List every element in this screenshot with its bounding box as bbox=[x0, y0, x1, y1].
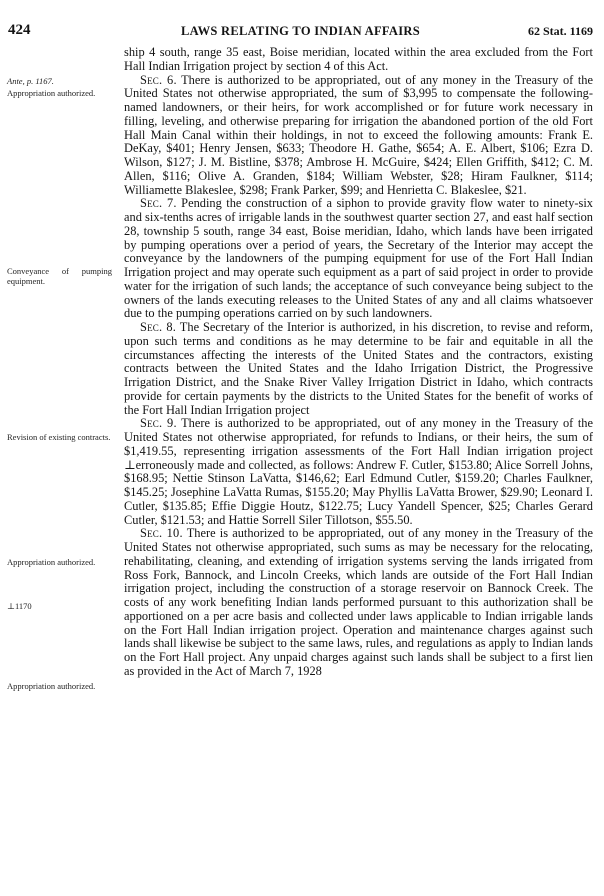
page-number: 424 bbox=[8, 22, 31, 38]
margin-note-appropriation-sec9: Appropriation authorized. bbox=[7, 557, 96, 567]
margin-note-appropriation-sec10: Appropriation authorized. bbox=[7, 681, 96, 691]
section-label: Sec. 8. bbox=[140, 320, 177, 334]
margin-note-revision: Revision of existing contracts. bbox=[7, 432, 111, 442]
section-label: Sec. 6. bbox=[140, 72, 177, 87]
section-text: There is authorized to be appropriated, out of any money in the Treasury of the United States not otherwise appropriated, for refunds to Indians, or their heirs, the sum of $1,419.55, representing irrigation assessments of the Fort Hall Indian irrigation project ⊥erroneously made and collected, as follows: Andrew F. Cutler, $153.80; Alice Sorrell Johns, $168.95; Nettie Stinson LaVatta, $146,62; Earl Edmund Cutler, $159.20; Charles Faulkner, $145.25; Josephine LaVatta Rumas, $155.20; May Phyllis LaVatta Brower, $29.90; Leonard I. Cutler, $135.85; Effie Diggie Houtz, $122.75; Lucy Yandell Spencer, $25; Charles Gerard Cutler, $121.53; and Hattie Sorrell Siler Tillotson, $55.50. bbox=[124, 416, 594, 527]
margin-note-appropriation-sec6: Appropriation authorized. bbox=[7, 88, 96, 98]
section-label: Sec. 9. bbox=[140, 416, 177, 431]
section-7 bbox=[124, 197, 593, 321]
section-label: Sec. 7. bbox=[140, 196, 177, 211]
section-10 bbox=[124, 527, 593, 678]
section-text: Pending the construction of a siphon to provide gravity flow water to ninety-six and six-tenths acres of irrigable lands in the southwest quarter section 27, and east half section 28, township 5 south, range 34 east, Boise meridian, Idaho, which lands have been irrigated by pumping operations over a period of years, the Secretary of the Interior may accept the conveyance by the landowners of the pumping equipment for use of the Fort Hall Indian Irrigation project and may operate such equipment as a part of said project in order to provide water for the irrigation of such lands; the acceptance of such conveyance being subject to the owners of the lands executing releases to the United States of any and all claims whatsoever due to the pumping operations carried on by such landowners. bbox=[124, 196, 593, 321]
margin-note-ante: Ante, p. 1167. bbox=[7, 76, 54, 86]
page-header bbox=[8, 22, 593, 38]
section-6 bbox=[124, 74, 593, 198]
margin-note-page-break: ⊥1170 bbox=[7, 601, 32, 611]
section-text: There is authorized to be appropriated, out of any money in the Treasury of the United States not otherwise appropriated, such sums as may be necessary for the relocating, rehabilitating, cleaning, and extending of irrigation systems serving the lands irrigated from Ross Fork, Bannock, and Lincoln Creeks, which lands are outside of the Fort Hall Indian irrigation project, including the construction of a storage reservoir on Bannock Creek. The costs of any work benefiting Indian lands performed pursuant to this authorization shall be apportioned on a per acre basis and collected under laws applicable to Indian irrigable lands on the Fort Hall Indian irrigation project. Operation and maintenance charges against such lands shall likewise be subject to the same laws, rules, and regulations as apply to Indian lands on the Fort Hall project. Any unpaid charges against such lands shall be subject to a first lien as provided in the Act of March 7, 1928 bbox=[124, 526, 593, 678]
margin-note-conveyance: Conveyance of pumping equipment. bbox=[7, 266, 112, 286]
paragraph-text: ship 4 south, range 35 east, Boise meridian, located within the area excluded from the Fort Hall Indian Irrigation project by section 4 of this Act. bbox=[124, 45, 593, 73]
statute-reference: 62 Stat. 1169 bbox=[527, 24, 593, 38]
section-text: The Secretary of the Interior is authorized, in his discretion, to revise and reform, upon such terms and conditions as he may determine to be fair and equitable in all the circumstances affecting the interests of the United States and the contractors, existing contracts between the United States and the Idaho Irrigation District, the Progressive Irrigation District, and the Snake River Valley Irrigation District in Idaho, which contracts provide for certain payments by the districts to the United States for the benefit of works of the Fort Hall Indian Irrigation project bbox=[124, 320, 594, 417]
section-label: Sec. 10. bbox=[140, 526, 183, 541]
section-8 bbox=[124, 321, 593, 417]
section-text: There is authorized to be appropriated, out of any money in the Treasury of the United States not otherwise appropriated, the sum of $3,995 to compensate the following-named landowners, or their heirs, for work accomplished or for future work necessary in filling, leveling, and otherwise preparing for irrigation the abandoned portion of the old Fort Hall Main Canal within their holdings, in not to exceed the following amounts: Frank E. DeKay, $401; Henry Jensen, $633; Theodore H. Gathe, $654; A. E. Albert, $106; Ezra D. Wilson, $127; J. M. Bistline, $378; Ambrose H. McGuire, $424; Ellen Griffith, $412; C. M. Allen, $116; Olive A. Granden, $184; William Webster, $28; Hiram Faulkner, $114; Williamette Blakeslee, $298; Frank Parker, $99; and Henrietta C. Blakeslee, $21. bbox=[124, 72, 594, 197]
paragraph-continuation bbox=[124, 46, 593, 74]
running-title: LAWS RELATING TO INDIAN AFFAIRS bbox=[181, 24, 420, 38]
section-9 bbox=[124, 417, 593, 527]
statute-body bbox=[124, 46, 593, 679]
